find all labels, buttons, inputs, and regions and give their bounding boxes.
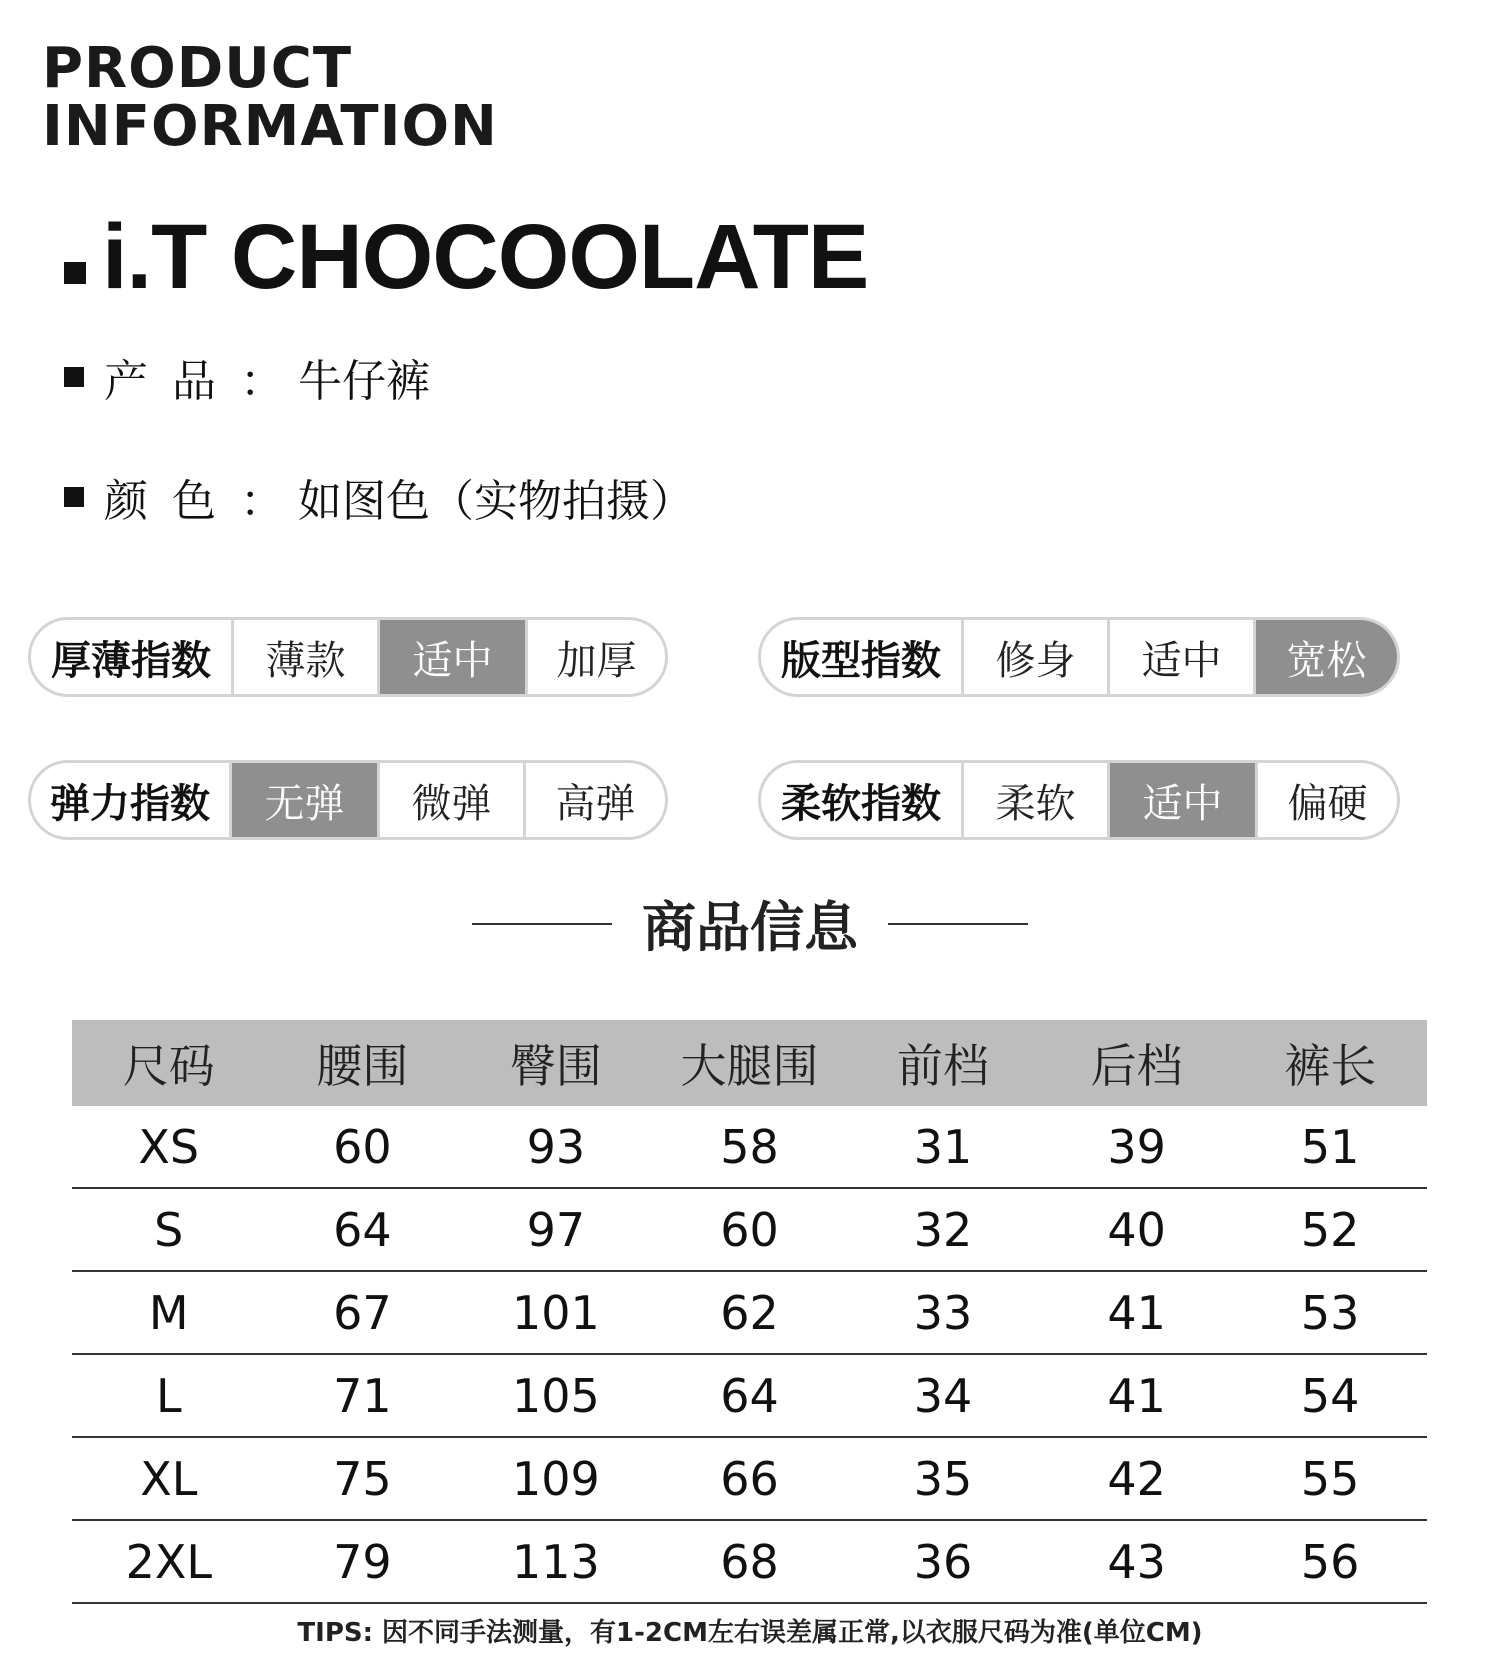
table-cell: 43 xyxy=(1040,1520,1234,1603)
table-cell: 79 xyxy=(266,1520,460,1603)
index-option: 无弹 xyxy=(229,763,377,837)
info-value: 牛仔裤 xyxy=(298,356,430,407)
table-cell: L xyxy=(72,1354,266,1437)
table-cell: XS xyxy=(72,1106,266,1188)
index-option: 加厚 xyxy=(525,620,665,694)
index-option: 微弹 xyxy=(377,763,523,837)
table-cell: 75 xyxy=(266,1437,460,1520)
product-information-heading xyxy=(42,36,498,159)
info-value: 如图色（实物拍摄） xyxy=(298,476,694,527)
column-header: 腰围 xyxy=(266,1020,460,1106)
table-cell: 64 xyxy=(653,1354,847,1437)
index-title: 柔软指数 xyxy=(781,780,941,827)
table-cell: 93 xyxy=(459,1106,653,1188)
table-row xyxy=(72,1520,1427,1603)
index-option: 柔软 xyxy=(961,763,1107,837)
table-cell: 54 xyxy=(1233,1354,1427,1437)
heading-line-1: PRODUCT xyxy=(42,36,353,101)
table-cell: XL xyxy=(72,1437,266,1520)
bullet-square-icon xyxy=(64,367,84,387)
table-cell: 33 xyxy=(846,1271,1040,1354)
bullet-square-icon xyxy=(64,487,84,507)
index-option: 修身 xyxy=(961,620,1107,694)
info-row-product xyxy=(64,345,430,409)
table-cell: 2XL xyxy=(72,1520,266,1603)
table-row xyxy=(72,1271,1427,1354)
section-title xyxy=(0,885,1500,962)
title-divider-left xyxy=(472,923,612,925)
info-row-color xyxy=(64,465,694,529)
table-cell: 41 xyxy=(1040,1271,1234,1354)
table-cell: 68 xyxy=(653,1520,847,1603)
section-title-text: 商品信息 xyxy=(642,896,858,959)
info-label: 颜色 xyxy=(104,476,240,527)
table-cell: 53 xyxy=(1233,1271,1427,1354)
column-header: 前档 xyxy=(846,1020,1040,1106)
table-cell: 56 xyxy=(1233,1520,1427,1603)
column-header: 大腿围 xyxy=(653,1020,847,1106)
table-cell: S xyxy=(72,1188,266,1271)
info-separator: ： xyxy=(240,476,284,527)
table-cell: 41 xyxy=(1040,1354,1234,1437)
index-option: 适中 xyxy=(1107,763,1255,837)
table-cell: 34 xyxy=(846,1354,1040,1437)
table-cell: 101 xyxy=(459,1271,653,1354)
title-divider-right xyxy=(888,923,1028,925)
index-option: 偏硬 xyxy=(1255,763,1397,837)
table-cell: 32 xyxy=(846,1188,1040,1271)
table-row xyxy=(72,1188,1427,1271)
size-table xyxy=(72,1020,1427,1604)
table-cell: 60 xyxy=(266,1106,460,1188)
index-option: 宽松 xyxy=(1253,620,1397,694)
index-thickness xyxy=(28,617,668,697)
table-cell: 97 xyxy=(459,1188,653,1271)
table-cell: 58 xyxy=(653,1106,847,1188)
index-option: 适中 xyxy=(1107,620,1253,694)
bullet-square-icon xyxy=(64,262,86,284)
index-fit xyxy=(758,617,1400,697)
brand-row xyxy=(64,205,868,310)
table-header-row xyxy=(72,1020,1427,1106)
table-row xyxy=(72,1437,1427,1520)
heading-line-2: INFORMATION xyxy=(42,94,498,159)
tips-note: TIPS: 因不同手法测量，有1-2CM左右误差属正常,以衣服尺码为准(单位CM) xyxy=(297,1618,1203,1648)
info-label: 产品 xyxy=(104,356,240,407)
table-cell: 31 xyxy=(846,1106,1040,1188)
info-separator: ： xyxy=(240,356,284,407)
index-title: 厚薄指数 xyxy=(51,637,211,684)
index-elasticity xyxy=(28,760,668,840)
index-title: 弹力指数 xyxy=(50,780,210,827)
column-header: 裤长 xyxy=(1233,1020,1427,1106)
table-cell: 71 xyxy=(266,1354,460,1437)
table-cell: 67 xyxy=(266,1271,460,1354)
column-header: 尺码 xyxy=(72,1020,266,1106)
index-softness xyxy=(758,760,1400,840)
table-cell: 62 xyxy=(653,1271,847,1354)
index-option: 适中 xyxy=(377,620,525,694)
table-row xyxy=(72,1354,1427,1437)
column-header: 臀围 xyxy=(459,1020,653,1106)
table-cell: 105 xyxy=(459,1354,653,1437)
column-header: 后档 xyxy=(1040,1020,1234,1106)
table-row xyxy=(72,1106,1427,1188)
table-cell: 60 xyxy=(653,1188,847,1271)
table-cell: 51 xyxy=(1233,1106,1427,1188)
table-cell: 113 xyxy=(459,1520,653,1603)
table-cell: 42 xyxy=(1040,1437,1234,1520)
table-cell: 64 xyxy=(266,1188,460,1271)
table-cell: 39 xyxy=(1040,1106,1234,1188)
table-cell: 40 xyxy=(1040,1188,1234,1271)
table-cell: 35 xyxy=(846,1437,1040,1520)
table-cell: 66 xyxy=(653,1437,847,1520)
table-cell: M xyxy=(72,1271,266,1354)
table-cell: 36 xyxy=(846,1520,1040,1603)
table-cell: 109 xyxy=(459,1437,653,1520)
index-option: 高弹 xyxy=(523,763,665,837)
index-title: 版型指数 xyxy=(781,637,941,684)
index-option: 薄款 xyxy=(231,620,377,694)
table-cell: 52 xyxy=(1233,1188,1427,1271)
table-cell: 55 xyxy=(1233,1437,1427,1520)
brand-name: i.T CHOCOOLATE xyxy=(102,206,869,308)
